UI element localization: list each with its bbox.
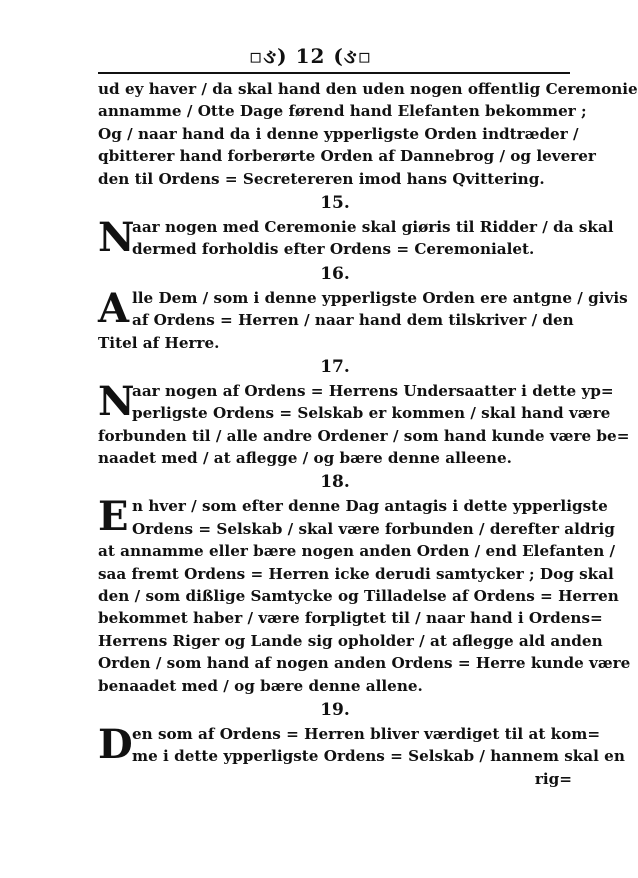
text-line: bekommet haber / være forpligtet til / naar hand i Ordens= <box>98 609 603 628</box>
text-line: den til Ordens = Secretereren imod hans Qvittering. <box>98 169 545 188</box>
text-line: en som af Ordens = Herren bliver værdiget til at kom= <box>132 724 601 743</box>
text-line: qbitterer hand forberørte Orden af Dannebrog / og leverer <box>98 147 596 166</box>
text-line: Orden / som hand af nogen anden Ordens = Herre kunde være <box>98 654 631 673</box>
page-header <box>0 44 621 68</box>
text-line: lle Dem / som i denne ypperligste Orden ere antgne / givis <box>132 288 628 307</box>
catchword: rig= <box>534 769 572 788</box>
text-line: Og / naar hand da i denne ypperligste Orden indtræder / <box>98 124 579 143</box>
decorated-initial: N <box>98 377 135 425</box>
text-line: perligste Ordens = Selskab er kommen / skal hand være <box>132 404 611 423</box>
decorated-initial: N <box>98 213 135 261</box>
text-line: n hver / som efter denne Dag antagis i dette ypperligste <box>132 497 608 516</box>
section-18 <box>98 493 631 697</box>
text-line: den / som dißlige Samtycke og Tilladelse af Ordens = Herren <box>98 587 619 606</box>
text-line: at annamme eller bære nogen anden Orden / end Elefanten / <box>98 542 616 561</box>
section-number-17: 17. <box>320 356 350 377</box>
text-line: aar nogen med Ceremonie skal giøris til Ridder / da skal <box>132 217 614 236</box>
text-line: Titel af Herre. <box>98 333 220 352</box>
section-15 <box>98 213 614 261</box>
text-line: saa fremt Ordens = Herren icke derudi samtycker ; Dog skal <box>98 564 614 583</box>
section-number-15: 15. <box>320 192 350 213</box>
section-number-16: 16. <box>320 263 350 284</box>
decorated-initial: A <box>98 284 130 332</box>
text-line: af Ordens = Herren / naar hand dem tilskriver / den <box>132 311 574 330</box>
section-number-18: 18. <box>320 472 350 493</box>
body-text <box>98 78 638 790</box>
text-line: benaadet med / og bære denne allene. <box>98 676 423 695</box>
section-19 <box>98 720 625 768</box>
text-line: me i dette ypperligste Ordens = Selskab / hannem skal en <box>132 747 625 766</box>
text-line: aar nogen af Ordens = Herrens Undersaatter i dette yp= <box>132 381 614 400</box>
section-16 <box>98 284 628 354</box>
text-line: Herrens Riger og Lande sig opholder / at aflegge ald anden <box>98 631 603 650</box>
text-line: Ordens = Selskab / skal være forbunden / derefter aldrig <box>132 519 615 538</box>
page-number: ▫ઙ) 12 (ઙ▫ <box>248 44 373 68</box>
decorated-initial: E <box>98 493 129 541</box>
text-line: dermed forholdis efter Ordens = Ceremonialet. <box>132 240 535 259</box>
text-line: forbunden til / alle andre Ordener / som hand kunde være be= <box>98 426 630 445</box>
text-line: ud ey haver / da skal hand den uden nogen offentlig Ceremonie <box>98 80 638 98</box>
header-rule <box>98 72 570 74</box>
text-line: naadet med / at aflegge / og bære denne alleene. <box>98 449 512 468</box>
section-17 <box>98 377 630 470</box>
text-line: annamme / Otte Dage førend hand Elefanten bekommer ; <box>98 102 587 121</box>
paragraph-continuation <box>98 78 638 190</box>
decorated-initial: D <box>98 720 133 768</box>
section-number-19: 19. <box>320 699 350 720</box>
